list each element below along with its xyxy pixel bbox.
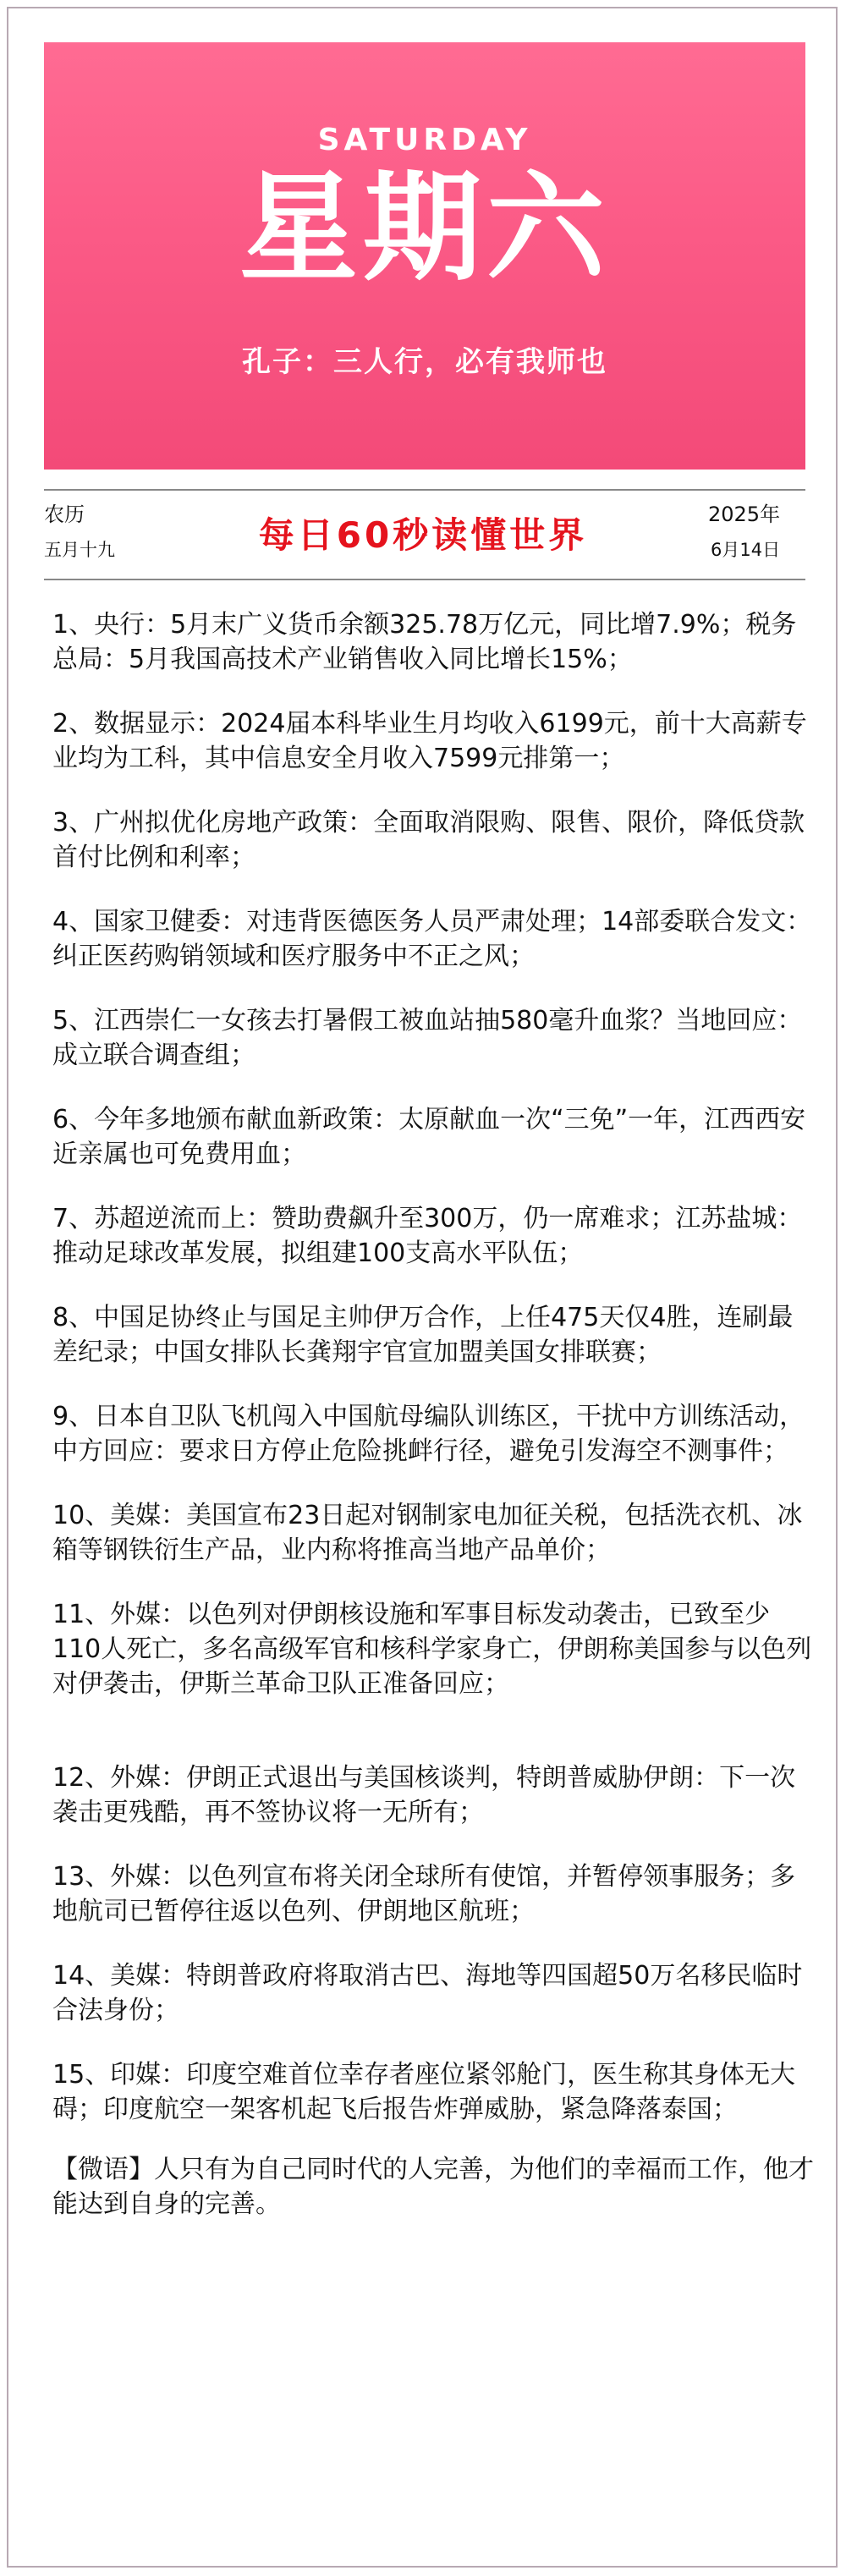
- lunar-date: 五月十九: [44, 540, 115, 560]
- news-item: 7、苏超逆流而上：赞助费飙升至300万，仍一席难求；江苏盐城：推动足球改革发展，拟组建100支高水平队伍；: [52, 1204, 803, 1268]
- day-banner: [44, 42, 805, 470]
- news-item: 5、江西崇仁一女孩去打暑假工被血站抽580毫升血浆？当地回应：成立联合调查组；: [52, 1006, 803, 1070]
- news-item: 13、外媒：以色列宣布将关闭全球所有使馆，并暂停领事服务；多地航司已暂停往返以色列、伊朗地区航班；: [52, 1862, 796, 1926]
- date-month-day: 6月14日: [711, 540, 781, 560]
- news-item: 4、国家卫健委：对违背医德医务人员严肃处理；14部委联合发文：纠正医药购销领域和医疗服务中不正之风；: [52, 907, 812, 971]
- news-item: 15、印媒：印度空难首位幸存者座位紧邻舱门，医生称其身体无大碍；印度航空一架客机起飞后报告炸弹威胁，紧急降落泰国；: [52, 2060, 796, 2124]
- news-item: 9、日本自卫队飞机闯入中国航母编队训练区，干扰中方训练活动，中方回应：要求日方停止危险挑衅行径，避免引发海空不测事件；: [52, 1402, 805, 1466]
- banner-quote: 孔子：三人行，必有我师也: [242, 345, 607, 379]
- news-item: 2、数据显示：2024届本科毕业生月均收入6199元，前十大高薪专业均为工科，其中信息安全月收入7599元排第一；: [52, 709, 807, 773]
- weekday-chinese: 星期六: [239, 159, 610, 298]
- page-title: 每日60秒读懂世界: [258, 514, 588, 556]
- news-item: 10、美媒：美国宣布23日起对钢制家电加征关税，包括洗衣机、冰箱等钢铁衍生产品，业内称将推高当地产品单价；: [52, 1501, 803, 1565]
- news-list: [52, 607, 814, 2222]
- news-item: 12、外媒：伊朗正式退出与美国核谈判，特朗普威胁伊朗：下一次袭击更残酷，再不签协议将一无所有；: [52, 1763, 796, 1827]
- header-bottom-divider: [44, 579, 805, 580]
- news-item: 1、央行：5月末广义货币余额325.78万亿元，同比增7.9%；税务总局：5月我国高技术产业销售收入同比增长15%；: [52, 610, 797, 674]
- date-year: 2025年: [708, 503, 781, 526]
- header-top-divider: [44, 489, 805, 491]
- news-item: 11、外媒：以色列对伊朗核设施和军事目标发动袭击，已致至少110人死亡，多名高级军官和核科学家身亡，伊朗称美国参与以色列对伊袭击，伊斯兰革命卫队正准备回应；: [52, 1600, 812, 1699]
- lunar-label: 农历: [44, 503, 85, 526]
- news-item: 3、广州拟优化房地产政策：全面取消限购、限售、限价，降低贷款首付比例和利率；: [52, 808, 805, 872]
- news-item: 8、中国足协终止与国足主帅伊万合作，上任475天仅4胜，连刷最差纪录；中国女排队长龚翔宇官宣加盟美国女排联赛；: [52, 1303, 794, 1367]
- news-item: 14、美媒：特朗普政府将取消古巴、海地等四国超50万名移民临时合法身份；: [52, 1961, 803, 2025]
- weekday-english: SATURDAY: [317, 123, 532, 157]
- daily-motto: 【微语】人只有为自己同时代的人完善，为他们的幸福而工作，他才能达到自身的完善。: [52, 2155, 814, 2219]
- news-item: 6、今年多地颁布献血新政策：太原献血一次“三免”一年，江西西安近亲属也可免费用血；: [52, 1105, 806, 1169]
